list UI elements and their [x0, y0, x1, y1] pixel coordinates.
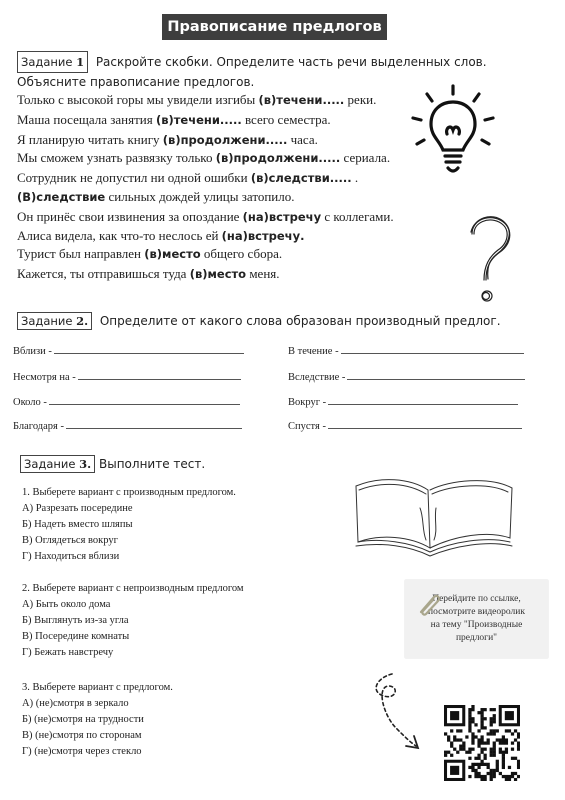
sentence-text: Сотрудник не допустил ни одной ошибки: [17, 170, 251, 185]
task3-label: Задание 3.: [20, 455, 95, 473]
highlighted-word: (в)течени.....: [258, 93, 345, 107]
answer-option[interactable]: Г) (не)смотря через стекло: [22, 746, 142, 757]
highlighted-word: (в)место: [144, 247, 201, 261]
question-mark-icon: [462, 212, 522, 304]
task1-sentence: [17, 209, 417, 225]
note-line: предлоги": [455, 633, 498, 643]
task1-sentence: [17, 266, 417, 282]
sentence-text: сериала.: [340, 150, 391, 165]
task1-sentence: [17, 189, 417, 205]
highlighted-word: (в)продолжени.....: [215, 151, 341, 165]
task1-sentence: [17, 132, 417, 148]
task1-sentence: [17, 228, 417, 244]
task1-instruction: Раскройте скобки. Определите часть речи выделенных слов. Объясните правописание предлогов.: [17, 55, 487, 89]
task3-instruction: Выполните тест.: [99, 457, 206, 471]
answer-option[interactable]: А) Быть около дома: [22, 599, 111, 610]
task2-header: [17, 312, 501, 330]
question-block: [22, 680, 173, 760]
qr-code-icon[interactable]: [444, 705, 520, 781]
question-block: [22, 485, 236, 565]
prep-left-row: Около -: [13, 397, 240, 408]
sentence-text: часа.: [287, 132, 318, 147]
sentence-text: всего семестра.: [241, 112, 331, 127]
answer-option[interactable]: Б) Надеть вместо шляпы: [22, 519, 133, 530]
sentence-text: сильных дождей улицы затопило.: [105, 189, 295, 204]
prep-right-row: Спустя -: [288, 421, 522, 432]
prep-right-row: Вокруг -: [288, 397, 518, 408]
answer-option[interactable]: Б) (не)смотря на трудности: [22, 714, 144, 725]
note-line: Перейдите по ссылке,: [432, 594, 521, 604]
sentence-text: реки.: [344, 92, 377, 107]
sentence-text: с коллегами.: [321, 209, 394, 224]
sentence-text: Мы сможем узнать развязку только: [17, 150, 216, 165]
sentence-text: Алиса видела, как что-то неслось ей: [17, 228, 222, 243]
task1-sentence: [17, 92, 417, 108]
answer-option[interactable]: А) (не)смотря в зеркало: [22, 698, 129, 709]
prep-left-row: Благодаря -: [13, 421, 242, 432]
highlighted-word: (на)встречу: [242, 210, 322, 224]
sentence-text: Он принёс свои извинения за опоздание: [17, 209, 243, 224]
sentence-text: меня.: [246, 266, 280, 281]
answer-option[interactable]: Г) Бежать навстречу: [22, 647, 114, 658]
question-block: [22, 581, 244, 661]
lightbulb-icon: [405, 84, 505, 179]
highlighted-word: (В)следствие: [17, 190, 106, 204]
task1-sentence: [17, 150, 417, 166]
sentence-text: Я планирую читать книгу: [17, 132, 163, 147]
question-text: 2. Выберете вариант с непроизводным предлогом: [22, 583, 244, 594]
prep-left-row: Несмотря на -: [13, 372, 241, 383]
task1-label: Задание 1: [17, 51, 88, 73]
answer-option[interactable]: В) Оглядеться вокруг: [22, 535, 118, 546]
task2-instruction: Определите от какого слова образован производный предлог.: [99, 314, 501, 328]
sentence-text: Маша посещала занятия: [17, 112, 156, 127]
task3-header: [20, 455, 205, 473]
sentence-text: .: [351, 170, 359, 185]
sentence-text: общего сбора.: [200, 246, 283, 261]
note-line: посмотрите видеоролик: [428, 607, 525, 617]
highlighted-word: (в)следстви.....: [250, 171, 352, 185]
note-line: на тему "Производные: [430, 620, 523, 630]
sentence-text: Только с высокой горы мы увидели изгибы: [17, 92, 259, 107]
highlighted-word: (на)встречу.: [221, 229, 305, 243]
task2-label: Задание 2.: [17, 312, 92, 330]
dotted-arrow-icon: [366, 666, 436, 756]
task1-sentence: [17, 112, 417, 128]
highlighted-word: (в)продолжени.....: [162, 133, 288, 147]
prep-left-row: Вблизи -: [13, 346, 244, 357]
task1-sentence: [17, 246, 417, 262]
task1-sentence: [17, 170, 417, 186]
page-title: Правописание предлогов: [162, 14, 387, 40]
prep-right-row: Вследствие -: [288, 372, 525, 383]
answer-option[interactable]: В) (не)смотря по сторонам: [22, 730, 142, 741]
sentence-text: Кажется, ты отправишься туда: [17, 266, 190, 281]
highlighted-word: (в)течени.....: [155, 113, 242, 127]
highlighted-word: (в)место: [189, 267, 247, 281]
answer-option[interactable]: Б) Выглянуть из-за угла: [22, 615, 129, 626]
question-text: 3. Выберете вариант с предлогом.: [22, 682, 173, 693]
answer-option[interactable]: Г) Находиться вблизи: [22, 551, 120, 562]
prep-right-row: В течение -: [288, 346, 524, 357]
open-book-icon: [350, 468, 520, 560]
sentence-text: Турист был направлен: [17, 246, 145, 261]
answer-option[interactable]: А) Разрезать посередине: [22, 503, 133, 514]
answer-option[interactable]: В) Посередине комнаты: [22, 631, 130, 642]
question-text: 1. Выберете вариант с производным предлогом.: [22, 487, 236, 498]
paperclip-icon: [416, 592, 442, 618]
